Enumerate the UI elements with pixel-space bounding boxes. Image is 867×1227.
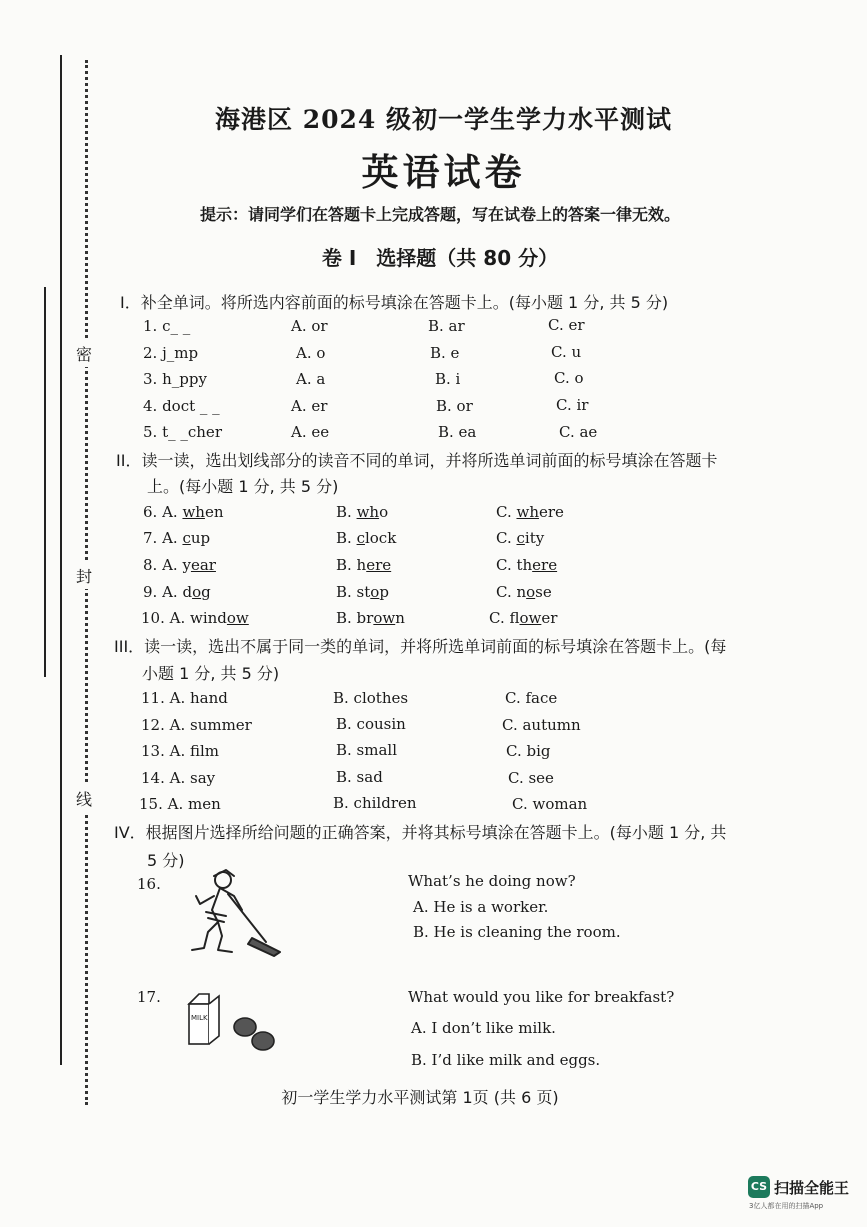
q2-option-a: A. o xyxy=(296,344,326,362)
q7-option-c: C. city xyxy=(496,529,545,547)
q4-stem: 4. doct _ _ xyxy=(143,397,220,415)
camscanner-logo-icon: CS xyxy=(748,1176,770,1198)
q5-option-b: B. ea xyxy=(438,423,477,441)
q11-option-b: B. clothes xyxy=(333,689,409,707)
exam-title: 海港区 2024 级初一学生学力水平测试 xyxy=(215,105,672,134)
exam-notice: 提示：请同学们在答题卡上完成答题，写在试卷上的答案一律无效。 xyxy=(199,205,680,224)
q13-option-b: B. small xyxy=(336,741,398,759)
milk-carton-label: MILK xyxy=(191,1014,208,1022)
exam-subtitle: 英语试卷 xyxy=(361,150,526,194)
q15-option-a: 15. A. men xyxy=(139,795,221,813)
q3-stem: 3. h_ppy xyxy=(143,370,207,388)
q1-option-c: C. er xyxy=(548,316,585,334)
section4-heading-line2: 5 分) xyxy=(147,851,185,870)
q9-option-c: C. nose xyxy=(496,583,552,601)
q11-option-c: C. face xyxy=(505,689,558,707)
q17-milk-and-eggs-picture xyxy=(185,990,280,1052)
q5-stem: 5. t_ _cher xyxy=(143,423,222,441)
q10-option-b: B. brown xyxy=(336,609,405,627)
q12-option-a: 12. A. summer xyxy=(141,716,252,734)
q14-option-c: C. see xyxy=(508,769,554,787)
seal-mark-mi: 密 xyxy=(76,340,92,367)
q7-option-b: B. clock xyxy=(336,529,397,547)
q8-option-a: 8. A. year xyxy=(143,556,216,574)
q13-option-c: C. big xyxy=(506,742,551,760)
section2-heading-line1: II．读一读，选出划线部分的读音不同的单词，并将所选单词前面的标号填涂在答题卡 xyxy=(116,451,718,470)
section3-heading-line2: 小题 1 分, 共 5 分) xyxy=(142,664,280,683)
q10-option-a: 10. A. window xyxy=(141,609,249,627)
section2-heading-line2: 上。(每小题 1 分, 共 5 分) xyxy=(147,477,339,496)
seal-mark-xian: 线 xyxy=(76,785,92,812)
q17-option-a: A. I don’t like milk. xyxy=(411,1019,556,1037)
q16-cleaning-worker-picture xyxy=(178,866,283,958)
q16-number: 16. xyxy=(137,875,161,893)
q14-option-a: 14. A. say xyxy=(141,769,216,787)
q1-option-b: B. ar xyxy=(428,317,465,335)
q3-option-a: A. a xyxy=(296,370,326,388)
q4-option-a: A. er xyxy=(291,397,328,415)
q6-option-a: 6. A. when xyxy=(143,503,224,521)
q1-option-a: A. or xyxy=(291,317,328,335)
section3-heading-line1: III．读一读，选出不属于同一类的单词，并将所选单词前面的标号填涂在答题卡上。(每 xyxy=(114,637,727,656)
q17-option-b: B. I’d like milk and eggs. xyxy=(411,1051,601,1069)
q11-option-a: 11. A. hand xyxy=(141,689,228,707)
q15-option-b: B. children xyxy=(333,794,417,812)
q3-option-b: B. i xyxy=(435,370,461,388)
q17-question: What would you like for breakfast? xyxy=(408,988,675,1006)
part-heading: 卷 I 选择题（共 80 分） xyxy=(321,246,559,270)
q16-option-a: A. He is a worker. xyxy=(413,898,549,916)
section4-heading-line1: IV．根据图片选择所给问题的正确答案，并将其标号填涂在答题卡上。(每小题 1 分, 共 xyxy=(114,823,727,842)
q4-option-b: B. or xyxy=(436,397,473,415)
q7-option-a: 7. A. cup xyxy=(143,529,211,547)
camscanner-slogan: 3亿人都在用的扫描App xyxy=(749,1202,824,1210)
q3-option-c: C. o xyxy=(554,369,584,387)
q15-option-c: C. woman xyxy=(512,795,588,813)
q9-option-b: B. stop xyxy=(336,583,389,601)
q16-question: What’s he doing now? xyxy=(408,872,576,890)
camscanner-name: 扫描全能王 xyxy=(774,1179,850,1197)
q9-option-a: 9. A. dog xyxy=(143,583,211,601)
q2-option-c: C. u xyxy=(551,343,582,361)
q8-option-c: C. there xyxy=(496,556,558,574)
q2-option-b: B. e xyxy=(430,344,460,362)
q14-option-b: B. sad xyxy=(336,768,383,786)
q5-option-c: C. ae xyxy=(559,423,598,441)
section1-heading: I．补全单词。将所选内容前面的标号填涂在答题卡上。(每小题 1 分, 共 5 分) xyxy=(120,293,669,312)
q12-option-c: C. autumn xyxy=(502,716,581,734)
q13-option-a: 13. A. film xyxy=(141,742,220,760)
seal-mark-feng: 封 xyxy=(76,562,92,589)
q2-stem: 2. j_mp xyxy=(143,344,199,362)
binding-bracket xyxy=(44,287,54,677)
q12-option-b: B. cousin xyxy=(336,715,406,733)
q10-option-c: C. flower xyxy=(489,609,558,627)
q17-number: 17. xyxy=(137,988,161,1006)
q4-option-c: C. ir xyxy=(556,396,589,414)
page-footer: 初一学生学力水平测试第 1页 (共 6 页) xyxy=(281,1088,559,1107)
q8-option-b: B. here xyxy=(336,556,392,574)
q16-option-b: B. He is cleaning the room. xyxy=(413,923,621,941)
q5-option-a: A. ee xyxy=(291,423,330,441)
q6-option-b: B. who xyxy=(336,503,389,521)
q6-option-c: C. where xyxy=(496,503,564,521)
q1-stem: 1. c_ _ xyxy=(143,317,191,335)
